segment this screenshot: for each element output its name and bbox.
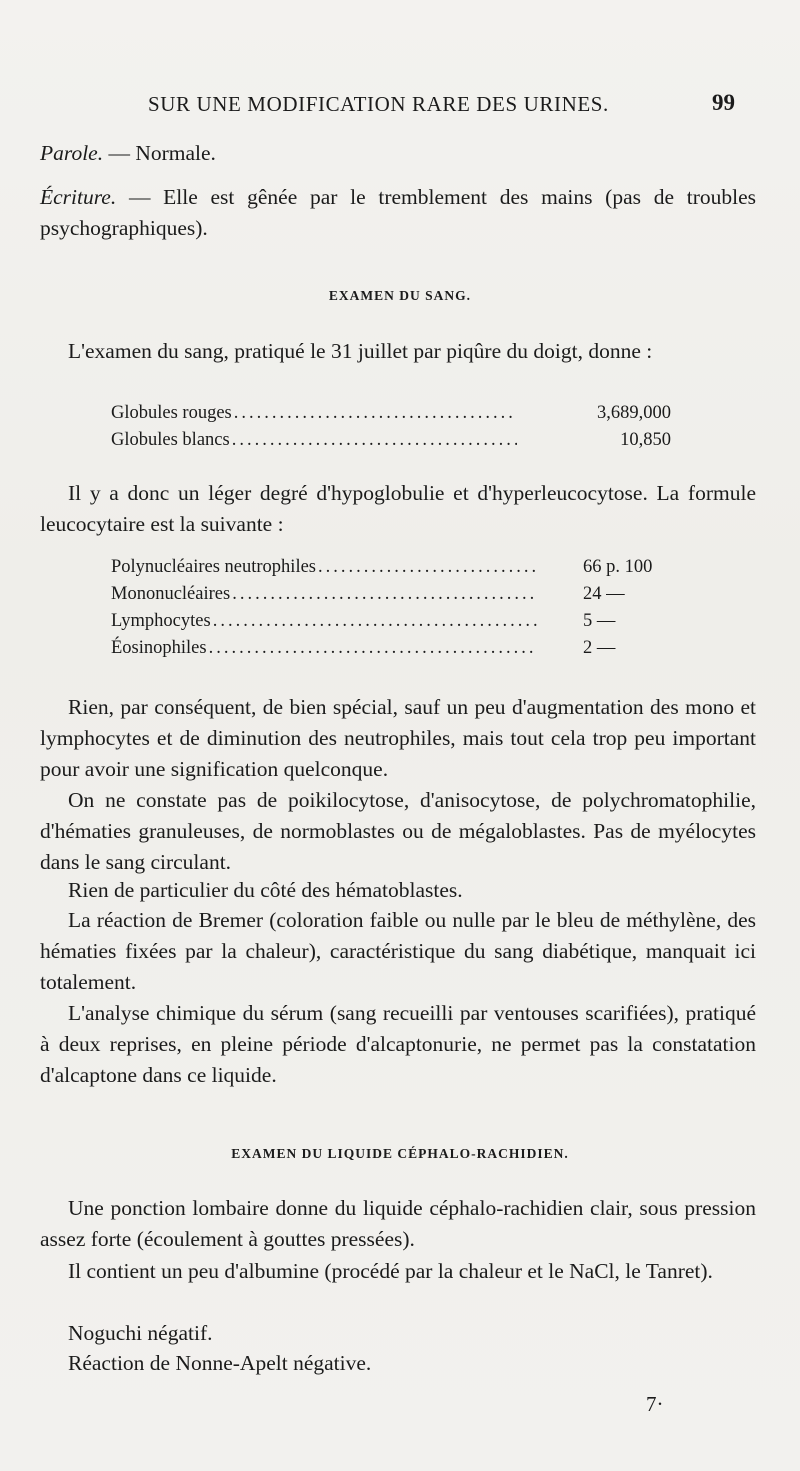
table-row: [111, 557, 671, 584]
blood-section-heading: EXAMEN DU SANG.: [328, 288, 472, 303]
formula-value: 24 —: [583, 584, 625, 604]
blood-paragraph-1: Rien, par conséquent, de bien spécial, sauf un peu d'augmentation des mono et lymphocytes et de diminution des neutrophiles, mais tout cela trop peu important pour avoir une signification quelconque.: [40, 695, 756, 781]
leader-dots: [213, 611, 537, 632]
ecriture-text: — Elle est gênée par le tremblement des mains (pas de troubles psychographiques).: [40, 185, 756, 240]
ecriture-paragraph: [40, 182, 756, 244]
formula-label: Éosinophiles: [111, 638, 207, 658]
csf-paragraph-4: Réaction de Nonne-Apelt négative.: [68, 1351, 372, 1375]
count-label: Globules rouges: [111, 403, 232, 423]
table-row: [111, 430, 671, 457]
leader-dots: [318, 557, 537, 578]
blood-intro: L'examen du sang, pratiqué le 31 juillet par piqûre du doigt, donne :: [68, 339, 653, 363]
leader-dots: [232, 584, 537, 605]
table-row: [111, 403, 671, 430]
count-value: 10,850: [620, 430, 671, 450]
csf-paragraph-2: Il contient un peu d'albumine (procédé par la chaleur et le NaCl, le Tanret).: [68, 1259, 713, 1283]
count-value: 3,689,000: [597, 403, 671, 423]
formula-label: Polynucléaires neutrophiles: [111, 557, 316, 577]
csf-paragraph-3: Noguchi négatif.: [68, 1321, 213, 1345]
blood-paragraph-5: L'analyse chimique du sérum (sang recueilli par ventouses scarifiées), pratiqué à deux reprises, en pleine période d'alcaptonurie, ne permet pas la constatation d'alcaptone dans ce liquide.: [40, 1001, 756, 1087]
table-row: [111, 611, 671, 638]
csf-section-heading: EXAMEN DU LIQUIDE CÉPHALO-RACHIDIEN.: [231, 1146, 569, 1161]
blood-paragraph-4: La réaction de Bremer (coloration faible ou nulle par le bleu de méthylène, des hématies fixées par la chaleur), caractéristique du sang diabétique, manquait ici totalement.: [40, 908, 756, 994]
formula-value: 2 —: [583, 638, 616, 658]
signature-mark: 7·: [646, 1392, 664, 1416]
leader-dots: [234, 403, 517, 424]
formula-value: 66 p. 100: [583, 557, 653, 577]
leader-dots: [209, 638, 537, 659]
page-number: 99: [712, 90, 735, 115]
blood-conclusion: Il y a donc un léger degré d'hypoglobulie et d'hyperleucocytose. La formule leucocytaire est la suivante :: [40, 481, 756, 536]
leader-dots: [232, 430, 517, 451]
formula-label: Mononucléaires: [111, 584, 231, 604]
parole-label: Parole.: [40, 141, 104, 165]
running-title: SUR UNE MODIFICATION RARE DES URINES.: [148, 92, 609, 116]
formula-label: Lymphocytes: [111, 611, 211, 631]
parole-text: — Normale.: [103, 141, 216, 165]
running-head: [0, 92, 800, 122]
blood-paragraph-2: On ne constate pas de poikilocytose, d'anisocytose, de polychromatophilie, d'hématies granuleuses, de normoblastes ou de mégaloblastes. Pas de myélocytes dans le sang circulant.: [40, 788, 756, 874]
parole-line: [40, 138, 756, 169]
csf-paragraph-1: Une ponction lombaire donne du liquide céphalo-rachidien clair, sous pression assez forte (écoulement à gouttes pressées).: [40, 1196, 756, 1251]
formula-value: 5 —: [583, 611, 616, 631]
table-row: [111, 584, 671, 611]
ecriture-label: Écriture.: [40, 185, 117, 209]
table-row: [111, 638, 671, 665]
count-label: Globules blancs: [111, 430, 230, 450]
blood-count-table: [111, 403, 671, 457]
leukocyte-formula-table: [111, 557, 671, 665]
blood-paragraph-3: Rien de particulier du côté des hématoblastes.: [68, 878, 463, 902]
